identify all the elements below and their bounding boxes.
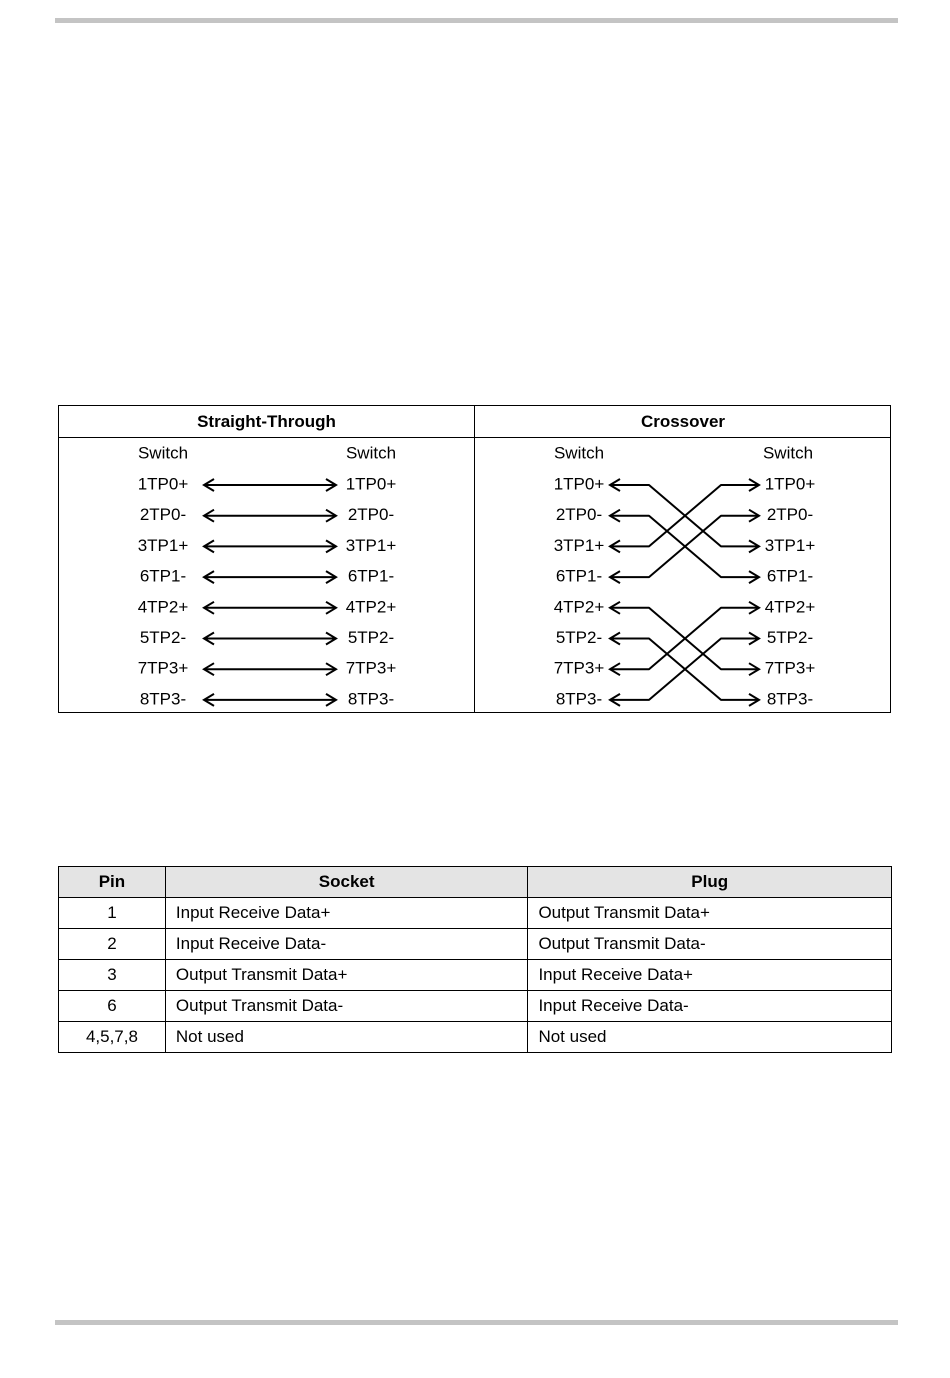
pin-label: 2TP0- [766, 505, 814, 525]
socket-cell: Input Receive Data+ [165, 898, 528, 929]
pin-label: 8TP3- [347, 689, 395, 709]
pin-label: 4TP2+ [345, 597, 397, 617]
socket-column-header: Socket [165, 867, 528, 898]
pin-label: 5TP2- [347, 627, 395, 647]
pin-label: 2TP0- [555, 505, 603, 525]
plug-cell: Not used [528, 1022, 892, 1053]
pin-label: 7TP3+ [553, 658, 605, 678]
pin-label: 4TP2+ [137, 597, 189, 617]
pin-label: 1TP0+ [137, 474, 189, 494]
pin-label: 6TP1- [347, 566, 395, 586]
pin-label: 5TP2- [766, 627, 814, 647]
plug-cell: Output Transmit Data- [528, 929, 892, 960]
pin-label: 3TP1+ [553, 535, 605, 555]
table-row [59, 991, 892, 1022]
pin-label: 1TP0+ [345, 474, 397, 494]
pin-column-header: Pin [59, 867, 166, 898]
pin-label: 8TP3- [555, 689, 603, 709]
pin-label: 6TP1- [555, 566, 603, 586]
pin-label: 7TP3+ [345, 658, 397, 678]
plug-cell: Input Receive Data- [528, 991, 892, 1022]
table-row [59, 1022, 892, 1053]
bottom-rule [55, 1320, 898, 1325]
socket-cell: Output Transmit Data- [165, 991, 528, 1022]
pin-label: 3TP1+ [764, 535, 816, 555]
table-row [59, 960, 892, 991]
pin-label: 1TP0+ [553, 474, 605, 494]
pin-label: 2TP0- [139, 505, 187, 525]
table-header-row [59, 867, 892, 898]
pin-label: 4TP2+ [553, 597, 605, 617]
switch-label: Switch [137, 443, 189, 463]
socket-cell: Input Receive Data- [165, 929, 528, 960]
switch-label: Switch [345, 443, 397, 463]
plug-cell: Output Transmit Data+ [528, 898, 892, 929]
table-row [59, 898, 892, 929]
wiring-diagram-table [58, 405, 891, 713]
pin-cell: 1 [59, 898, 166, 929]
socket-cell: Not used [165, 1022, 528, 1053]
pin-label: 5TP2- [555, 627, 603, 647]
pin-label: 3TP1+ [345, 535, 397, 555]
wiring-diagram [59, 406, 892, 714]
pin-cell: 6 [59, 991, 166, 1022]
switch-label: Switch [762, 443, 814, 463]
top-rule [55, 18, 898, 23]
pin-label: 4TP2+ [764, 597, 816, 617]
pin-label: 7TP3+ [137, 658, 189, 678]
pin-label: 1TP0+ [764, 474, 816, 494]
pin-cell: 2 [59, 929, 166, 960]
pin-assignment-table [58, 866, 892, 1053]
pin-label: 6TP1- [139, 566, 187, 586]
pin-cell: 3 [59, 960, 166, 991]
pin-label: 8TP3- [766, 689, 814, 709]
pin-label: 5TP2- [139, 627, 187, 647]
pin-cell: 4,5,7,8 [59, 1022, 166, 1053]
pin-label: 3TP1+ [137, 535, 189, 555]
plug-cell: Input Receive Data+ [528, 960, 892, 991]
pin-label: 2TP0- [347, 505, 395, 525]
table-row [59, 929, 892, 960]
pin-label: 7TP3+ [764, 658, 816, 678]
straight-through-header: Straight-Through [197, 412, 336, 431]
socket-cell: Output Transmit Data+ [165, 960, 528, 991]
pin-label: 6TP1- [766, 566, 814, 586]
switch-label: Switch [553, 443, 605, 463]
pin-label: 8TP3- [139, 689, 187, 709]
crossover-header: Crossover [640, 412, 726, 431]
plug-column-header: Plug [528, 867, 892, 898]
